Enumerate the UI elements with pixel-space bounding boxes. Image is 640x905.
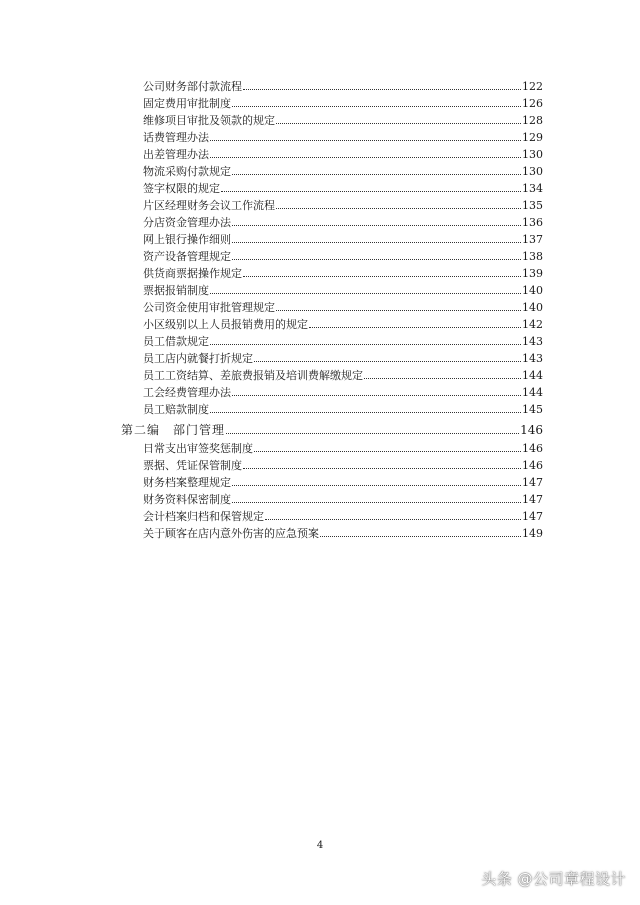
toc-entry-page: 136 [522, 216, 543, 229]
toc-entry[interactable] [143, 144, 543, 161]
toc-section-page: 146 [520, 423, 543, 437]
dot-leader [254, 361, 521, 362]
toc-entry-page: 140 [522, 284, 543, 297]
dot-leader [210, 140, 521, 141]
toc-entry-title: 资产设备管理规定 [143, 250, 231, 263]
toc-entry[interactable] [143, 399, 543, 416]
toc-entry-title: 话费管理办法 [143, 131, 209, 144]
dot-leader [232, 259, 521, 260]
page-number: 4 [316, 840, 324, 851]
toc-entry[interactable] [143, 127, 543, 144]
toc-entry[interactable] [143, 331, 543, 348]
toc-entry[interactable] [143, 161, 543, 178]
toc-entry-page: 145 [522, 403, 543, 416]
watermark: 头条 @公司章程设计 [481, 870, 626, 888]
dot-leader [210, 157, 521, 158]
toc-entry-page: 142 [522, 318, 543, 331]
toc-entry[interactable] [143, 195, 543, 212]
toc-entry-page: 147 [522, 493, 543, 506]
toc-entry-page: 128 [522, 114, 543, 127]
dot-leader [276, 310, 521, 311]
toc-entry-title: 公司财务部付款流程 [143, 80, 242, 93]
toc-entry-title: 供货商票据操作规定 [143, 267, 242, 280]
toc-entry-page: 135 [522, 199, 543, 212]
toc-entry-title: 维修项目审批及领款的规定 [143, 114, 275, 127]
dot-leader [254, 451, 521, 452]
toc-entry-page: 144 [522, 386, 543, 399]
dot-leader [309, 327, 521, 328]
dot-leader [320, 536, 521, 537]
toc-entry-title: 签字权限的规定 [143, 182, 220, 195]
toc-entry[interactable] [143, 506, 543, 523]
toc-entry-title: 出差管理办法 [143, 148, 209, 161]
toc-entry[interactable] [143, 489, 543, 506]
toc-entry[interactable] [143, 263, 543, 280]
toc-entry-page: 130 [522, 148, 543, 161]
toc-entry-page: 147 [522, 510, 543, 523]
toc-entry-page: 146 [522, 459, 543, 472]
toc-entry-page: 149 [522, 527, 543, 540]
toc-entry-title: 工会经费管理办法 [143, 386, 231, 399]
toc-entry-title: 会计档案归档和保管规定 [143, 510, 264, 523]
toc-entry[interactable] [143, 472, 543, 489]
toc-entry[interactable] [143, 280, 543, 297]
toc-entry-page: 143 [522, 335, 543, 348]
toc-entry[interactable] [143, 348, 543, 365]
table-of-contents [121, 76, 543, 540]
toc-entry[interactable] [143, 455, 543, 472]
toc-entry-page: 140 [522, 301, 543, 314]
toc-entry[interactable] [143, 297, 543, 314]
dot-leader [210, 344, 521, 345]
toc-entry[interactable] [143, 246, 543, 263]
toc-entry-title: 片区经理财务会议工作流程 [143, 199, 275, 212]
toc-entry-title: 关于顾客在店内意外伤害的应急预案 [143, 527, 319, 540]
toc-entry-page: 126 [522, 97, 543, 110]
toc-entry[interactable] [143, 93, 543, 110]
toc-entry-page: 144 [522, 369, 543, 382]
dot-leader [210, 293, 521, 294]
toc-entry-page: 139 [522, 267, 543, 280]
toc-entry[interactable] [143, 178, 543, 195]
toc-entry-title: 员工店内就餐打折规定 [143, 352, 253, 365]
toc-entry[interactable] [143, 314, 543, 331]
toc-entry-title: 物流采购付款规定 [143, 165, 231, 178]
toc-entry-page: 138 [522, 250, 543, 263]
toc-entry-page: 137 [522, 233, 543, 246]
toc-entry-title: 票据报销制度 [143, 284, 209, 297]
dot-leader [232, 502, 521, 503]
toc-entry[interactable] [143, 229, 543, 246]
toc-entry-page: 129 [522, 131, 543, 144]
dot-leader [265, 519, 521, 520]
toc-entry-title: 财务资料保密制度 [143, 493, 231, 506]
toc-entry-title: 员工工资结算、差旅费报销及培训费解缴规定 [143, 369, 363, 382]
dot-leader [232, 485, 521, 486]
toc-entry-title: 票据、凭证保管制度 [143, 459, 242, 472]
dot-leader [232, 225, 521, 226]
toc-entry[interactable] [143, 365, 543, 382]
toc-entry[interactable] [143, 523, 543, 540]
toc-section-title: 第二编 部门管理 [121, 423, 226, 437]
toc-entry-title: 员工借款规定 [143, 335, 209, 348]
dot-leader [243, 276, 521, 277]
dot-leader [232, 242, 521, 243]
dot-leader [276, 208, 521, 209]
toc-entry-title: 财务档案整理规定 [143, 476, 231, 489]
toc-entry-title: 员工赔款制度 [143, 403, 209, 416]
dot-leader [226, 433, 519, 434]
dot-leader [364, 378, 521, 379]
toc-entry[interactable] [143, 438, 543, 455]
dot-leader [276, 123, 521, 124]
toc-entry-title: 分店资金管理办法 [143, 216, 231, 229]
toc-entry[interactable] [143, 110, 543, 127]
toc-entry-title: 小区级别以上人员报销费用的规定 [143, 318, 308, 331]
toc-entry-page: 143 [522, 352, 543, 365]
dot-leader [243, 468, 521, 469]
dot-leader [232, 174, 521, 175]
toc-entry-page: 146 [522, 442, 543, 455]
toc-entry-title: 网上银行操作细则 [143, 233, 231, 246]
toc-entry-title: 公司资金使用审批管理规定 [143, 301, 275, 314]
toc-entry-page: 130 [522, 165, 543, 178]
toc-entry-title: 固定费用审批制度 [143, 97, 231, 110]
toc-entry-title: 日常支出审签奖惩制度 [143, 442, 253, 455]
toc-entry[interactable] [143, 76, 543, 93]
dot-leader [232, 395, 521, 396]
dot-leader [210, 412, 521, 413]
dot-leader [232, 106, 521, 107]
toc-section-heading[interactable] [121, 418, 543, 437]
toc-entry[interactable] [143, 382, 543, 399]
toc-entry[interactable] [143, 212, 543, 229]
dot-leader [221, 191, 521, 192]
toc-entry-page: 122 [522, 80, 543, 93]
toc-entry-page: 134 [522, 182, 543, 195]
dot-leader [243, 89, 521, 90]
toc-entry-page: 147 [522, 476, 543, 489]
